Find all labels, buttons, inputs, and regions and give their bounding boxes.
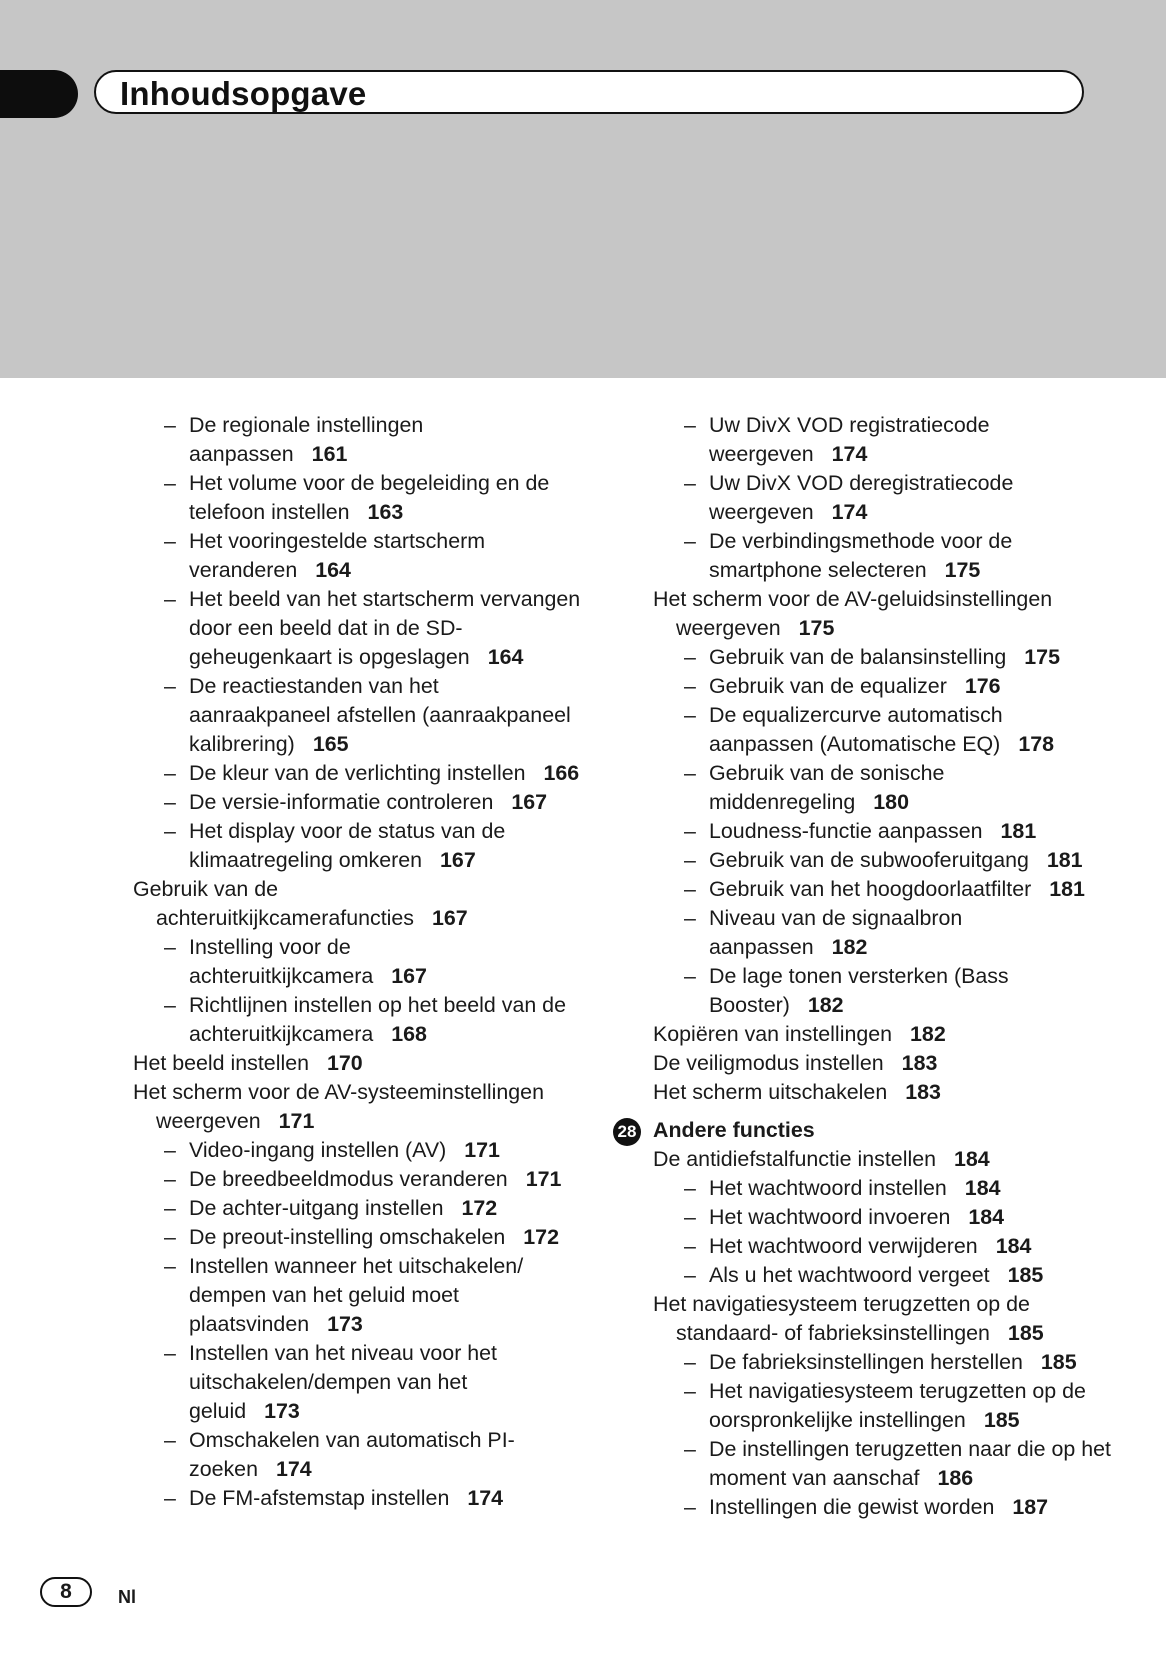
toc-right-column bbox=[617, 411, 1113, 1522]
toc-entry-page: 173 bbox=[264, 1399, 300, 1423]
toc-entry-page: 172 bbox=[461, 1196, 498, 1220]
entry-dash: – bbox=[164, 471, 176, 495]
toc-entry[interactable] bbox=[653, 1348, 1113, 1377]
toc-entry-title: De instellingen terugzetten naar die op het moment van aanschaf bbox=[709, 1437, 1111, 1490]
entry-dash: – bbox=[164, 935, 176, 959]
toc-entry[interactable] bbox=[133, 817, 583, 875]
toc-entry[interactable] bbox=[133, 788, 583, 817]
entry-dash: – bbox=[684, 1495, 696, 1519]
toc-entry-title: De verbindingsmethode voor de smartphone selecteren bbox=[709, 529, 1013, 582]
toc-entry[interactable] bbox=[653, 817, 1113, 846]
toc-entry[interactable] bbox=[133, 1165, 583, 1194]
toc-entry-page: 174 bbox=[831, 500, 868, 524]
entry-dash: – bbox=[164, 1196, 176, 1220]
toc-entry-title: De versie-informatie controleren bbox=[189, 790, 494, 814]
toc-entry[interactable] bbox=[653, 1203, 1113, 1232]
toc-entry-title: Video-ingang instellen (AV) bbox=[189, 1138, 447, 1162]
toc-entry-title: Het scherm voor de AV-geluidsinstellingen weergeven bbox=[653, 587, 1053, 640]
toc-entry[interactable] bbox=[653, 672, 1113, 701]
toc-entry-page: 165 bbox=[312, 732, 349, 756]
entry-dash: – bbox=[164, 1254, 176, 1278]
toc-entry[interactable] bbox=[653, 1020, 1113, 1049]
entry-dash: – bbox=[684, 1379, 696, 1403]
toc-entry-page: 174 bbox=[831, 442, 868, 466]
entry-dash: – bbox=[164, 761, 176, 785]
toc-entry-page: 174 bbox=[275, 1457, 312, 1481]
toc-entry-title: Richtlijnen instellen op het beeld van de achteruitkijkcamera bbox=[189, 993, 566, 1046]
toc-entry[interactable] bbox=[653, 1232, 1113, 1261]
toc-entry-title: Gebruik van de sonische middenregeling bbox=[709, 761, 945, 814]
toc-entry-page: 175 bbox=[798, 616, 835, 640]
header-band bbox=[0, 0, 1166, 378]
toc-entry-title: Het wachtwoord invoeren bbox=[709, 1205, 951, 1229]
toc-entry-title: Het wachtwoord verwijderen bbox=[709, 1234, 978, 1258]
toc-entry-title: De kleur van de verlichting instellen bbox=[189, 761, 526, 785]
toc-entry-page: 187 bbox=[1012, 1495, 1049, 1519]
toc-entry-title: De antidiefstalfunctie instellen bbox=[653, 1147, 936, 1171]
entry-dash: – bbox=[684, 674, 696, 698]
toc-entry-page: 181 bbox=[1000, 819, 1037, 843]
toc-entry[interactable] bbox=[133, 1339, 583, 1426]
entry-dash: – bbox=[684, 1263, 696, 1287]
toc-entry-title: Gebruik van het hoogdoorlaatfilter bbox=[709, 877, 1032, 901]
toc-entry-page: 181 bbox=[1049, 877, 1085, 901]
entry-dash: – bbox=[684, 703, 696, 727]
toc-entry-title: De achter-uitgang instellen bbox=[189, 1196, 444, 1220]
entry-dash: – bbox=[164, 529, 176, 553]
toc-entry-page: 171 bbox=[278, 1109, 315, 1133]
entry-dash: – bbox=[164, 1225, 176, 1249]
page-title: Inhoudsopgave bbox=[120, 75, 367, 112]
toc-entry-page: 163 bbox=[367, 500, 404, 524]
toc-entry-page: 183 bbox=[905, 1080, 941, 1104]
toc-entry[interactable] bbox=[653, 411, 1113, 469]
toc-entry[interactable] bbox=[133, 585, 583, 672]
toc-entry-title: Het scherm voor de AV-systeeminstellingen weergeven bbox=[133, 1080, 544, 1133]
toc-entry-title: Het beeld van het startscherm vervangen door een beeld dat in de SD-geheugenkaart is opgeslagen bbox=[189, 587, 581, 669]
toc-entry-title: Instellen wanneer het uitschakelen/ dempen van het geluid moet plaatsvinden bbox=[189, 1254, 524, 1336]
toc-entry-page: 185 bbox=[1007, 1263, 1044, 1287]
toc-entry-page: 182 bbox=[807, 993, 844, 1017]
toc-entry[interactable] bbox=[653, 1261, 1113, 1290]
toc-entry-page: 178 bbox=[1018, 732, 1055, 756]
toc-entry[interactable] bbox=[133, 1484, 583, 1513]
toc-entry-title: Het navigatiesysteem terugzetten op de standaard- of fabrieksinstellingen bbox=[653, 1292, 1030, 1345]
toc-entry[interactable] bbox=[653, 759, 1113, 817]
entry-dash: – bbox=[164, 674, 176, 698]
entry-dash: – bbox=[164, 1167, 176, 1191]
toc-entry-page: 184 bbox=[954, 1147, 990, 1171]
toc-entry[interactable] bbox=[653, 1290, 1113, 1348]
language-code: Nl bbox=[118, 1587, 136, 1607]
toc-entry-title: De reactiestanden van het aanraakpaneel afstellen (aanraakpaneel kalibrering) bbox=[189, 674, 571, 756]
entry-dash: – bbox=[164, 819, 176, 843]
toc-entry[interactable] bbox=[653, 643, 1113, 672]
toc-entry[interactable] bbox=[653, 962, 1113, 1020]
entry-dash: – bbox=[684, 906, 696, 930]
chapter-heading bbox=[617, 1116, 1113, 1145]
toc-entry-page: 174 bbox=[467, 1486, 504, 1510]
toc-entry-title: Het beeld instellen bbox=[133, 1051, 309, 1075]
entry-dash: – bbox=[684, 413, 696, 437]
toc-entry-page: 175 bbox=[1024, 645, 1060, 669]
entry-dash: – bbox=[164, 790, 176, 814]
entry-dash: – bbox=[684, 1176, 696, 1200]
toc-entry[interactable] bbox=[653, 846, 1113, 875]
toc-entry[interactable] bbox=[653, 875, 1113, 904]
toc-entry-title: Het vooringestelde startscherm veranderen bbox=[189, 529, 486, 582]
toc-entry[interactable] bbox=[133, 933, 583, 991]
entry-dash: – bbox=[684, 471, 696, 495]
toc-entry-page: 173 bbox=[327, 1312, 363, 1336]
entry-dash: – bbox=[684, 1205, 696, 1229]
toc-entry-title: Instelling voor de achteruitkijkcamera bbox=[189, 935, 374, 988]
toc-entry[interactable] bbox=[133, 991, 583, 1049]
toc-entry[interactable] bbox=[133, 759, 583, 788]
entry-dash: – bbox=[684, 819, 696, 843]
toc-entry-page: 180 bbox=[873, 790, 909, 814]
toc-entry-page: 184 bbox=[968, 1205, 1005, 1229]
toc-entry-page: 171 bbox=[464, 1138, 500, 1162]
toc-entry-title: De breedbeeldmodus veranderen bbox=[189, 1167, 508, 1191]
entry-dash: – bbox=[164, 1428, 176, 1452]
toc-entry[interactable] bbox=[133, 469, 583, 527]
toc-entry[interactable] bbox=[653, 1078, 1113, 1107]
entry-dash: – bbox=[684, 1437, 696, 1461]
toc-entry[interactable] bbox=[133, 1426, 583, 1484]
header-tab-marker bbox=[0, 70, 78, 118]
toc-entry-title: Uw DivX VOD registratiecode weergeven bbox=[709, 413, 990, 466]
toc-entry-title: Het scherm uitschakelen bbox=[653, 1080, 888, 1104]
toc-entry-title: Het display voor de status van de klimaatregeling omkeren bbox=[189, 819, 506, 872]
toc-entry-title: De lage tonen versterken (Bass Booster) bbox=[709, 964, 1009, 1017]
toc-entry[interactable] bbox=[133, 1078, 583, 1136]
toc-entry[interactable] bbox=[653, 701, 1113, 759]
toc-entry-page: 166 bbox=[543, 761, 580, 785]
toc-entry[interactable] bbox=[133, 1194, 583, 1223]
toc-entry-page: 167 bbox=[440, 848, 476, 872]
toc-entry-title: Instellen van het niveau voor het uitschakelen/dempen van het geluid bbox=[189, 1341, 497, 1423]
toc-entry[interactable] bbox=[653, 1145, 1113, 1174]
toc-entry[interactable] bbox=[653, 469, 1113, 527]
toc-entry[interactable] bbox=[653, 1493, 1113, 1522]
entry-dash: – bbox=[164, 1341, 176, 1365]
toc-entry-page: 167 bbox=[431, 906, 468, 930]
toc-entry[interactable] bbox=[653, 585, 1113, 643]
toc-left-column bbox=[133, 411, 583, 1513]
toc-entry-title: Als u het wachtwoord vergeet bbox=[709, 1263, 990, 1287]
toc-entry[interactable] bbox=[133, 1049, 583, 1078]
toc-entry[interactable] bbox=[133, 411, 583, 469]
toc-entry-title: De equalizercurve automatisch aanpassen (Automatische EQ) bbox=[709, 703, 1003, 756]
toc-entry-page: 183 bbox=[901, 1051, 938, 1075]
toc-entry-title: Instellingen die gewist worden bbox=[709, 1495, 995, 1519]
toc-entry-title: Kopiëren van instellingen bbox=[653, 1022, 893, 1046]
toc-entry-page: 164 bbox=[315, 558, 351, 582]
toc-entry-page: 175 bbox=[944, 558, 981, 582]
toc-entry-title: Uw DivX VOD deregistratiecode weergeven bbox=[709, 471, 1014, 524]
toc-entry-title: Gebruik van de equalizer bbox=[709, 674, 947, 698]
toc-entry[interactable] bbox=[133, 1136, 583, 1165]
toc-entry-title: Het wachtwoord instellen bbox=[709, 1176, 947, 1200]
toc-entry-title: Gebruik van de balansinstelling bbox=[709, 645, 1007, 669]
toc-entry-page: 168 bbox=[391, 1022, 427, 1046]
entry-dash: – bbox=[164, 413, 176, 437]
toc-entry-title: Gebruik van de achteruitkijkcamerafuncties bbox=[133, 877, 414, 930]
chapter-number-badge: 28 bbox=[613, 1118, 641, 1146]
toc-entry[interactable] bbox=[133, 1252, 583, 1339]
toc-entry-title: De preout-instelling omschakelen bbox=[189, 1225, 506, 1249]
page-number: 8 bbox=[40, 1577, 92, 1607]
toc-entry-page: 172 bbox=[523, 1225, 559, 1249]
entry-dash: – bbox=[684, 964, 696, 988]
toc-entry[interactable] bbox=[653, 904, 1113, 962]
entry-dash: – bbox=[684, 761, 696, 785]
toc-entry-title: Gebruik van de subwooferuitgang bbox=[709, 848, 1029, 872]
toc-entry-title: Loudness-functie aanpassen bbox=[709, 819, 983, 843]
toc-entry-title: Het volume voor de begeleiding en de telefoon instellen bbox=[189, 471, 550, 524]
entry-dash: – bbox=[684, 1234, 696, 1258]
entry-dash: – bbox=[684, 848, 696, 872]
entry-dash: – bbox=[164, 993, 176, 1017]
toc-entry-page: 185 bbox=[1040, 1350, 1077, 1374]
toc-entry-title: Niveau van de signaalbron aanpassen bbox=[709, 906, 963, 959]
title-box bbox=[94, 70, 1084, 114]
toc-entry-page: 181 bbox=[1046, 848, 1083, 872]
toc-entry[interactable] bbox=[133, 672, 583, 759]
entry-dash: – bbox=[684, 529, 696, 553]
toc-entry[interactable] bbox=[133, 527, 583, 585]
toc-entry[interactable] bbox=[653, 1049, 1113, 1078]
toc-entry-page: 186 bbox=[937, 1466, 974, 1490]
toc-entry-title: Omschakelen van automatisch PI-zoeken bbox=[189, 1428, 515, 1481]
toc-entry-page: 170 bbox=[327, 1051, 363, 1075]
toc-entry-page: 161 bbox=[311, 442, 348, 466]
entry-dash: – bbox=[684, 877, 696, 901]
toc-entry-title: De FM-afstemstap instellen bbox=[189, 1486, 450, 1510]
toc-entry-page: 167 bbox=[391, 964, 427, 988]
toc-entry-title: Het navigatiesysteem terugzetten op de oorspronkelijke instellingen bbox=[709, 1379, 1086, 1432]
entry-dash: – bbox=[684, 1350, 696, 1374]
toc-entry-page: 182 bbox=[910, 1022, 946, 1046]
chapter-title: Andere functies bbox=[653, 1118, 815, 1142]
toc-entry[interactable] bbox=[133, 875, 583, 933]
toc-entry-title: De veiligmodus instellen bbox=[653, 1051, 884, 1075]
toc-entry[interactable] bbox=[653, 1435, 1113, 1493]
entry-dash: – bbox=[164, 1138, 176, 1162]
toc-entry-page: 185 bbox=[1007, 1321, 1044, 1345]
toc-entry-page: 167 bbox=[511, 790, 548, 814]
toc-entry[interactable] bbox=[653, 1377, 1113, 1435]
toc-entry-page: 184 bbox=[964, 1176, 1001, 1200]
toc-entry-page: 182 bbox=[831, 935, 868, 959]
entry-dash: – bbox=[164, 1486, 176, 1510]
toc-entry-page: 171 bbox=[525, 1167, 562, 1191]
toc-entry-title: De regionale instellingen aanpassen bbox=[189, 413, 424, 466]
toc-entry[interactable] bbox=[653, 527, 1113, 585]
toc-entry-title: De fabrieksinstellingen herstellen bbox=[709, 1350, 1023, 1374]
entry-dash: – bbox=[164, 587, 176, 611]
toc-entry-page: 185 bbox=[983, 1408, 1020, 1432]
toc-entry-page: 176 bbox=[964, 674, 1001, 698]
toc-entry[interactable] bbox=[133, 1223, 583, 1252]
toc-entry-page: 184 bbox=[995, 1234, 1032, 1258]
entry-dash: – bbox=[684, 645, 696, 669]
toc-entry[interactable] bbox=[653, 1174, 1113, 1203]
toc-entry-page: 164 bbox=[487, 645, 524, 669]
